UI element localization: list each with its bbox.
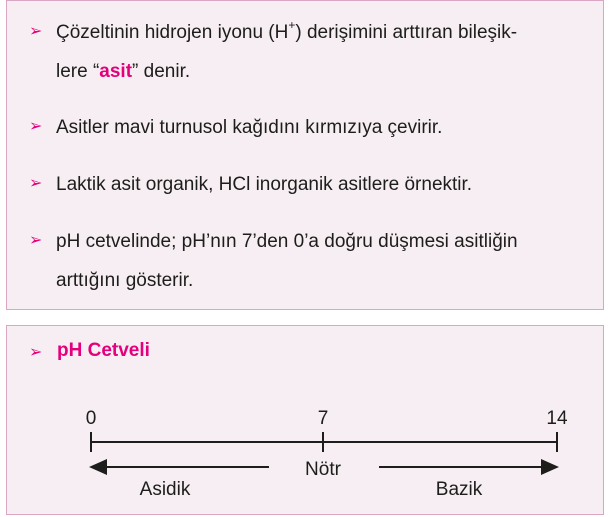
basic-label: Bazik	[435, 479, 483, 500]
list-item-2	[56, 108, 589, 147]
list-item-3	[56, 165, 589, 204]
ph-scale-box	[6, 325, 604, 515]
acidic-arrow-icon	[89, 459, 269, 475]
ph-scale-diagram	[7, 326, 605, 516]
item1-text-start: Çözeltinin hidrojen iyonu (H	[56, 22, 289, 43]
arrowhead-bullet-icon: ➢	[29, 118, 43, 135]
item1-superscript: +	[288, 17, 296, 32]
neutral-label: Nötr	[305, 459, 341, 480]
item1-line2-end: ” denir.	[132, 61, 191, 82]
item2-text: Asitler mavi turnusol kağıdını kırmızıya çevirir.	[56, 117, 443, 138]
item1-line2-start: lere “	[56, 61, 100, 82]
item4-line2: arttığını gösterir.	[56, 270, 194, 291]
arrowhead-bullet-icon: ➢	[29, 175, 43, 192]
item3-text: Laktik asit organik, HCl inorganik asitlere örnektir.	[56, 174, 473, 195]
ph-label-max: 14	[546, 408, 568, 429]
ph-label-mid: 7	[317, 408, 329, 429]
acidic-label: Asidik	[139, 479, 191, 500]
arrowhead-bullet-icon: ➢	[29, 232, 43, 249]
item4-line1: pH cetvelinde; pH’nın 7’den 0’a doğru düşmesi asitliğin	[56, 231, 518, 252]
arrowhead-bullet-icon: ➢	[29, 344, 43, 361]
ph-label-min: 0	[85, 408, 97, 429]
ph-scale-title: pH Cetveli	[57, 340, 150, 361]
item1-text-end: ) derişimini arttıran bileşik-	[295, 22, 518, 43]
basic-arrow-icon	[379, 459, 559, 475]
list-item-1	[56, 13, 589, 91]
asit-highlight: asit	[99, 61, 133, 82]
arrowhead-bullet-icon: ➢	[29, 23, 43, 40]
list-item-4	[56, 222, 589, 300]
info-box	[6, 0, 604, 310]
